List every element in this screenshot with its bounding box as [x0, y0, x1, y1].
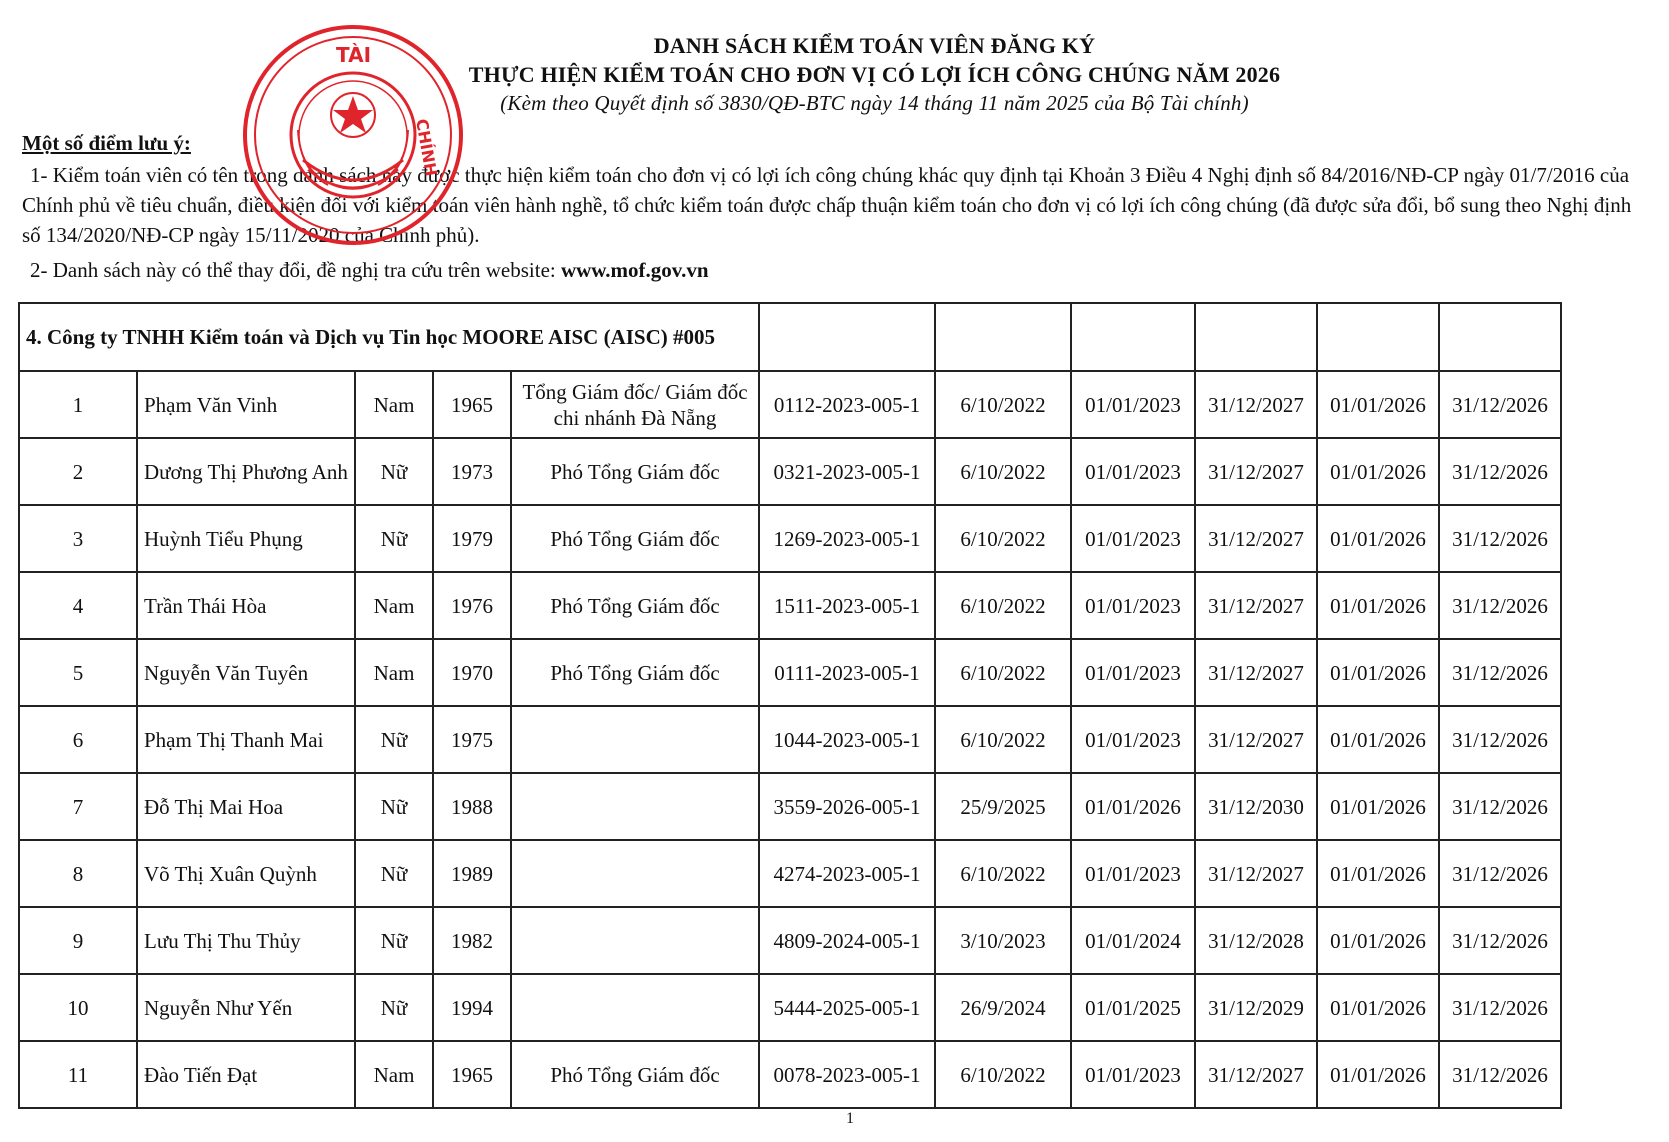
registration-from-cell: 01/01/2026 [1317, 706, 1439, 773]
page-number: 1 [846, 1110, 854, 1127]
birth-year-cell: 1989 [433, 840, 511, 907]
birth-year-cell: 1979 [433, 505, 511, 572]
auditor-name-cell: Võ Thị Xuân Quỳnh [137, 840, 355, 907]
position-cell [511, 974, 759, 1041]
official-seal-stamp [238, 20, 468, 250]
issue-date-cell: 6/10/2022 [935, 505, 1071, 572]
birth-year-cell: 1965 [433, 1041, 511, 1108]
auditor-table [18, 302, 1562, 1109]
registration-to-cell: 31/12/2026 [1439, 706, 1561, 773]
certificate-number-cell: 0321-2023-005-1 [759, 438, 935, 505]
document-title-line1: DANH SÁCH KIỂM TOÁN VIÊN ĐĂNG KÝ [653, 33, 1096, 58]
auditor-name-cell: Đào Tiến Đạt [137, 1041, 355, 1108]
registration-to-cell: 31/12/2026 [1439, 840, 1561, 907]
registration-from-cell: 01/01/2026 [1317, 773, 1439, 840]
table-row [19, 907, 1561, 974]
gender-cell: Nam [355, 371, 433, 438]
valid-from-cell: 01/01/2025 [1071, 974, 1195, 1041]
registration-from-cell: 01/01/2026 [1317, 505, 1439, 572]
gender-cell: Nữ [355, 974, 433, 1041]
seal-side-text: CHÍNH [412, 117, 441, 178]
gender-cell: Nam [355, 639, 433, 706]
row-number-cell: 8 [19, 840, 137, 907]
registration-from-cell: 01/01/2026 [1317, 974, 1439, 1041]
position-cell [511, 773, 759, 840]
empty-cell [759, 303, 935, 371]
position-cell [511, 706, 759, 773]
issue-date-cell: 25/9/2025 [935, 773, 1071, 840]
note-1: 1- Kiểm toán viên có tên trong danh sách này được thực hiện kiểm toán cho đơn vị có lợi ích công chúng khác quy định tại Khoản 3 Điều 4 Nghị định số 84/2016/NĐ-CP ngày 01/7/2016 của Chính phủ về tiêu chuẩn, điều kiện đối với kiểm toán viên hành nghề, tổ chức kiểm toán được chấp thuận kiểm toán cho đơn vị có lợi ích công chúng (đã được sửa đổi, bổ sung theo Nghị định số 134/2020/NĐ-CP ngày 15/11/2020 của Chính phủ). [22, 163, 1632, 247]
valid-to-cell: 31/12/2027 [1195, 1041, 1317, 1108]
empty-cell [1071, 303, 1195, 371]
certificate-number-cell: 1511-2023-005-1 [759, 572, 935, 639]
table-row [19, 639, 1561, 706]
birth-year-cell: 1975 [433, 706, 511, 773]
gender-cell: Nữ [355, 706, 433, 773]
valid-to-cell: 31/12/2027 [1195, 505, 1317, 572]
registration-from-cell: 01/01/2026 [1317, 438, 1439, 505]
company-row [19, 303, 1561, 371]
row-number-cell: 4 [19, 572, 137, 639]
empty-cell [1195, 303, 1317, 371]
auditor-name-cell: Trần Thái Hòa [137, 572, 355, 639]
issue-date-cell: 6/10/2022 [935, 1041, 1071, 1108]
issue-date-cell: 6/10/2022 [935, 639, 1071, 706]
registration-from-cell: 01/01/2026 [1317, 572, 1439, 639]
registration-to-cell: 31/12/2026 [1439, 438, 1561, 505]
valid-to-cell: 31/12/2027 [1195, 639, 1317, 706]
table-row [19, 706, 1561, 773]
note-2-text: 2- Danh sách này có thể thay đổi, đề nghị tra cứu trên website: [30, 258, 561, 282]
row-number-cell: 1 [19, 371, 137, 438]
issue-date-cell: 6/10/2022 [935, 840, 1071, 907]
certificate-number-cell: 1044-2023-005-1 [759, 706, 935, 773]
certificate-number-cell: 0111-2023-005-1 [759, 639, 935, 706]
valid-from-cell: 01/01/2023 [1071, 371, 1195, 438]
position-cell: Phó Tổng Giám đốc [511, 572, 759, 639]
gender-cell: Nữ [355, 505, 433, 572]
registration-to-cell: 31/12/2026 [1439, 505, 1561, 572]
valid-to-cell: 31/12/2027 [1195, 572, 1317, 639]
position-cell [511, 840, 759, 907]
gender-cell: Nam [355, 1041, 433, 1108]
auditor-name-cell: Đỗ Thị Mai Hoa [137, 773, 355, 840]
row-number-cell: 9 [19, 907, 137, 974]
issue-date-cell: 6/10/2022 [935, 706, 1071, 773]
valid-from-cell: 01/01/2023 [1071, 505, 1195, 572]
valid-to-cell: 31/12/2027 [1195, 706, 1317, 773]
position-cell [511, 907, 759, 974]
auditor-name-cell: Dương Thị Phương Anh [137, 438, 355, 505]
document-title-line2: THỰC HIỆN KIỂM TOÁN CHO ĐƠN VỊ CÓ LỢI ÍCH CÔNG CHÚNG NĂM 2026 [468, 62, 1281, 87]
company-name: 4. Công ty TNHH Kiểm toán và Dịch vụ Tin học MOORE AISC (AISC) #005 [19, 303, 759, 371]
empty-cell [1317, 303, 1439, 371]
row-number-cell: 10 [19, 974, 137, 1041]
certificate-number-cell: 3559-2026-005-1 [759, 773, 935, 840]
table-row [19, 1041, 1561, 1108]
valid-to-cell: 31/12/2027 [1195, 840, 1317, 907]
birth-year-cell: 1982 [433, 907, 511, 974]
table-row [19, 974, 1561, 1041]
gender-cell: Nữ [355, 773, 433, 840]
registration-from-cell: 01/01/2026 [1317, 840, 1439, 907]
valid-to-cell: 31/12/2030 [1195, 773, 1317, 840]
notes-heading: Một số điểm lưu ý: [22, 131, 191, 155]
certificate-number-cell: 0078-2023-005-1 [759, 1041, 935, 1108]
document-subtitle: (Kèm theo Quyết định số 3830/QĐ-BTC ngày 14 tháng 11 năm 2025 của Bộ Tài chính) [500, 91, 1249, 115]
empty-cell [1439, 303, 1561, 371]
registration-to-cell: 31/12/2026 [1439, 773, 1561, 840]
valid-from-cell: 01/01/2023 [1071, 572, 1195, 639]
certificate-number-cell: 4809-2024-005-1 [759, 907, 935, 974]
birth-year-cell: 1988 [433, 773, 511, 840]
auditor-name-cell: Phạm Văn Vinh [137, 371, 355, 438]
note-2-website: www.mof.gov.vn [560, 258, 709, 282]
position-cell: Tổng Giám đốc/ Giám đốc chi nhánh Đà Nẵng [511, 371, 759, 438]
gender-cell: Nữ [355, 840, 433, 907]
valid-from-cell: 01/01/2023 [1071, 1041, 1195, 1108]
issue-date-cell: 6/10/2022 [935, 438, 1071, 505]
gender-cell: Nam [355, 572, 433, 639]
auditor-name-cell: Phạm Thị Thanh Mai [137, 706, 355, 773]
position-cell: Phó Tổng Giám đốc [511, 438, 759, 505]
valid-to-cell: 31/12/2028 [1195, 907, 1317, 974]
birth-year-cell: 1973 [433, 438, 511, 505]
birth-year-cell: 1976 [433, 572, 511, 639]
issue-date-cell: 6/10/2022 [935, 371, 1071, 438]
valid-from-cell: 01/01/2023 [1071, 840, 1195, 907]
registration-to-cell: 31/12/2026 [1439, 371, 1561, 438]
table-row [19, 572, 1561, 639]
registration-to-cell: 31/12/2026 [1439, 1041, 1561, 1108]
row-number-cell: 5 [19, 639, 137, 706]
issue-date-cell: 26/9/2024 [935, 974, 1071, 1041]
valid-to-cell: 31/12/2027 [1195, 371, 1317, 438]
table-row [19, 438, 1561, 505]
registration-to-cell: 31/12/2026 [1439, 572, 1561, 639]
registration-to-cell: 31/12/2026 [1439, 907, 1561, 974]
position-cell: Phó Tổng Giám đốc [511, 639, 759, 706]
registration-to-cell: 31/12/2026 [1439, 639, 1561, 706]
row-number-cell: 2 [19, 438, 137, 505]
position-cell: Phó Tổng Giám đốc [511, 505, 759, 572]
certificate-number-cell: 5444-2025-005-1 [759, 974, 935, 1041]
gender-cell: Nữ [355, 907, 433, 974]
table-row [19, 505, 1561, 572]
birth-year-cell: 1994 [433, 974, 511, 1041]
auditor-name-cell: Lưu Thị Thu Thủy [137, 907, 355, 974]
empty-cell [935, 303, 1071, 371]
registration-from-cell: 01/01/2026 [1317, 639, 1439, 706]
auditor-name-cell: Nguyễn Như Yến [137, 974, 355, 1041]
table-row [19, 840, 1561, 907]
row-number-cell: 6 [19, 706, 137, 773]
valid-from-cell: 01/01/2024 [1071, 907, 1195, 974]
birth-year-cell: 1970 [433, 639, 511, 706]
certificate-number-cell: 4274-2023-005-1 [759, 840, 935, 907]
note-2 [22, 255, 1650, 285]
certificate-number-cell: 0112-2023-005-1 [759, 371, 935, 438]
auditor-name-cell: Huỳnh Tiểu Phụng [137, 505, 355, 572]
issue-date-cell: 3/10/2023 [935, 907, 1071, 974]
valid-to-cell: 31/12/2027 [1195, 438, 1317, 505]
auditor-name-cell: Nguyễn Văn Tuyên [137, 639, 355, 706]
table-row [19, 773, 1561, 840]
seal-top-text: TÀI [336, 43, 372, 67]
valid-from-cell: 01/01/2023 [1071, 706, 1195, 773]
registration-from-cell: 01/01/2026 [1317, 371, 1439, 438]
registration-from-cell: 01/01/2026 [1317, 907, 1439, 974]
issue-date-cell: 6/10/2022 [935, 572, 1071, 639]
valid-from-cell: 01/01/2023 [1071, 438, 1195, 505]
valid-from-cell: 01/01/2023 [1071, 639, 1195, 706]
registration-to-cell: 31/12/2026 [1439, 974, 1561, 1041]
row-number-cell: 7 [19, 773, 137, 840]
table-row [19, 371, 1561, 438]
row-number-cell: 11 [19, 1041, 137, 1108]
row-number-cell: 3 [19, 505, 137, 572]
gender-cell: Nữ [355, 438, 433, 505]
certificate-number-cell: 1269-2023-005-1 [759, 505, 935, 572]
birth-year-cell: 1965 [433, 371, 511, 438]
registration-from-cell: 01/01/2026 [1317, 1041, 1439, 1108]
valid-from-cell: 01/01/2026 [1071, 773, 1195, 840]
position-cell: Phó Tổng Giám đốc [511, 1041, 759, 1108]
valid-to-cell: 31/12/2029 [1195, 974, 1317, 1041]
